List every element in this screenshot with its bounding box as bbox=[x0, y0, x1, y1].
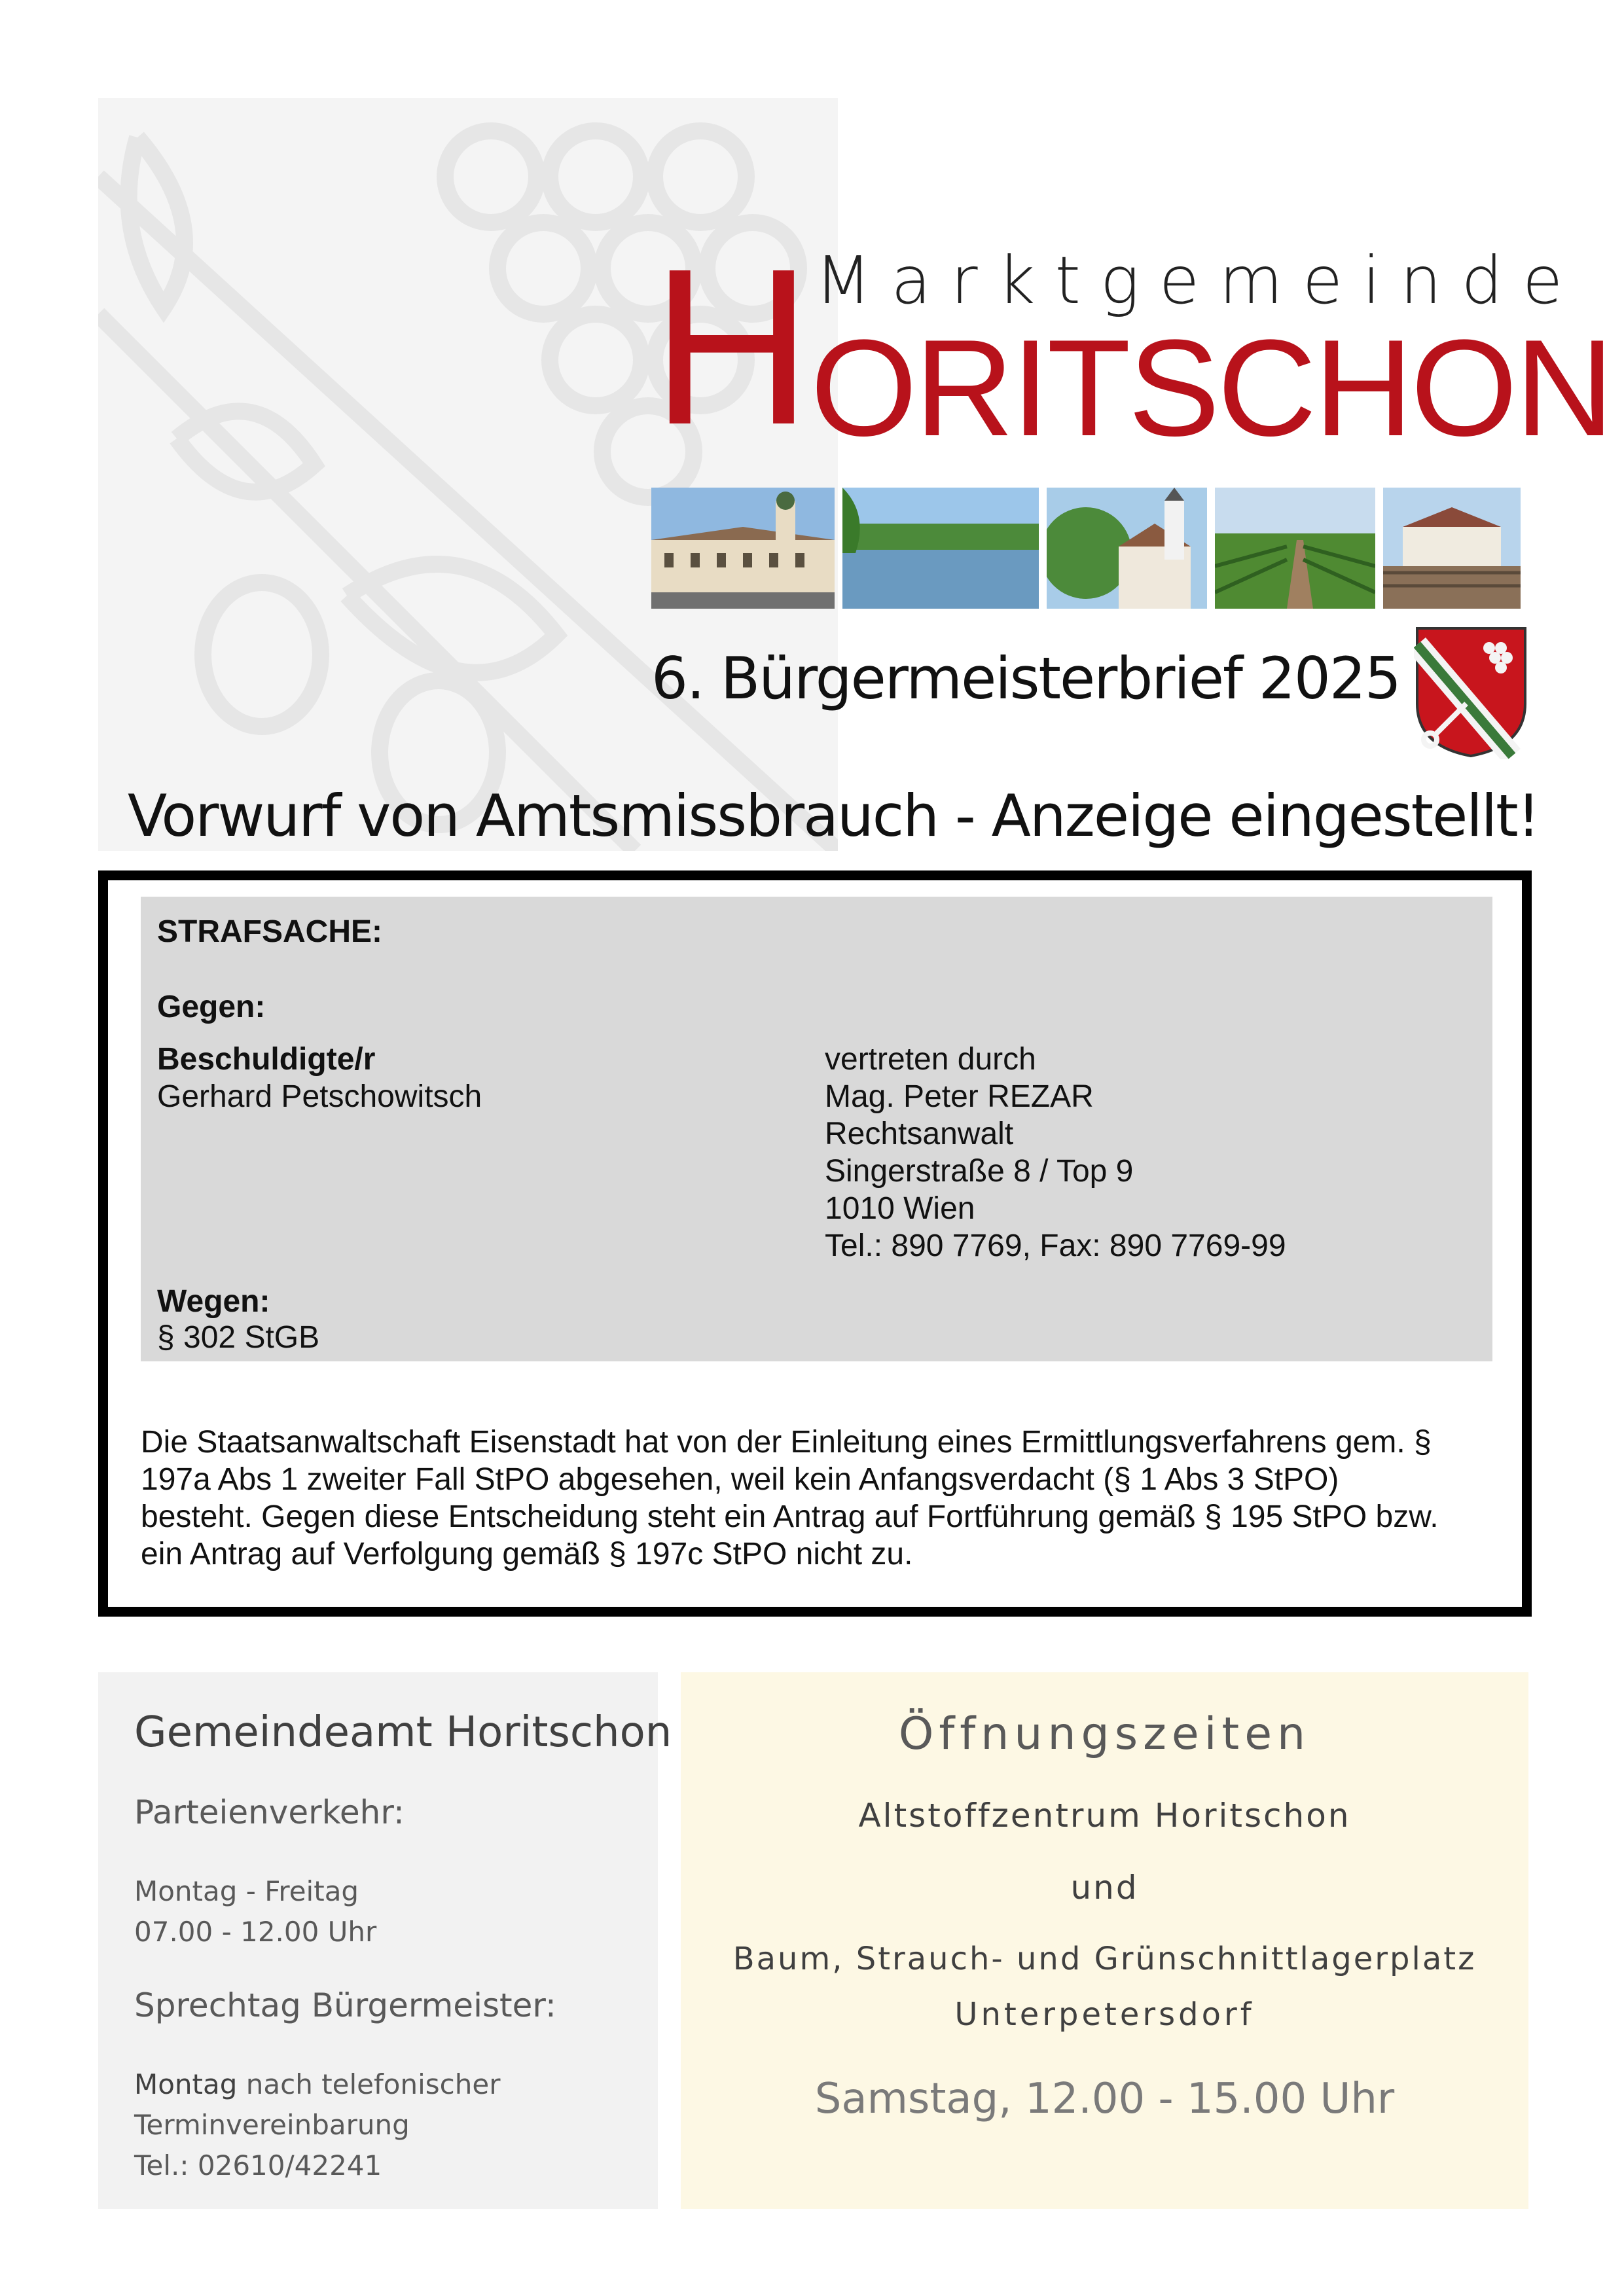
opening-time: Samstag, 12.00 - 15.00 Uhr bbox=[814, 2075, 1395, 2123]
place-2-line1: Baum, Strauch- und Grünschnittlagerplatz bbox=[732, 1941, 1477, 1977]
letter-title: 6. Bürgermeisterbrief 2025 bbox=[651, 645, 1400, 712]
office-panel bbox=[98, 1672, 672, 2209]
statute: § 302 StGB bbox=[157, 1320, 320, 1355]
accused-name: Gerhard Petschowitsch bbox=[157, 1079, 482, 1114]
because-label: Wegen: bbox=[157, 1284, 270, 1319]
decision-line: 197a Abs 1 zweiter Fall StPO abgesehen, weil kein Anfangsverdacht (§ 1 Abs 3 StPO) bbox=[141, 1462, 1339, 1497]
decision-line: ein Antrag auf Verfolgung gemäß § 197c StPO nicht zu. bbox=[141, 1537, 913, 1571]
document-excerpt bbox=[98, 870, 1532, 1617]
place-1: Altstoffzentrum Horitschon bbox=[858, 1797, 1351, 1835]
decision-line: besteht. Gegen diese Entscheidung steht ein Antrag auf Fortführung gemäß § 195 StPO bzw. bbox=[141, 1499, 1439, 1534]
case-header bbox=[141, 897, 1492, 1361]
headline: Vorwurf von Amtsmissbrauch - Anzeige eingestellt! bbox=[128, 782, 1539, 850]
mayor-label: Sprechtag Bürgermeister: bbox=[134, 1986, 556, 2024]
accused-label: Beschuldigte/r bbox=[157, 1042, 376, 1077]
case-label: STRAFSACHE: bbox=[157, 914, 382, 949]
photo-strip bbox=[651, 488, 1528, 609]
brand-small: Marktgemeinde bbox=[815, 242, 1583, 319]
coat-of-arms-icon bbox=[1414, 625, 1528, 759]
brand-initial: H bbox=[651, 223, 812, 471]
opening-title: Öffnungszeiten bbox=[898, 1708, 1311, 1760]
hours-label: Parteienverkehr: bbox=[134, 1793, 405, 1831]
photo-lake bbox=[842, 488, 1039, 609]
lawyer-name: Mag. Peter REZAR bbox=[825, 1079, 1094, 1114]
against-label: Gegen: bbox=[157, 990, 266, 1024]
mayor-day: Montag bbox=[134, 2068, 238, 2100]
photo-church bbox=[1047, 488, 1207, 609]
decision-text bbox=[141, 1424, 1502, 1573]
lawyer-street: Singerstraße 8 / Top 9 bbox=[825, 1154, 1134, 1189]
phone: Tel.: 02610/42241 bbox=[134, 2149, 382, 2181]
mayor-note: nach telefonischer bbox=[237, 2068, 501, 2100]
lawyer-phone: Tel.: 890 7769, Fax: 890 7769-99 bbox=[825, 1229, 1286, 1263]
hours-days: Montag - Freitag bbox=[134, 1875, 359, 1907]
lawyer-title: Rechtsanwalt bbox=[825, 1117, 1014, 1151]
photo-bridge bbox=[1383, 488, 1521, 609]
brand-name: ORITSCHON bbox=[810, 311, 1612, 465]
hours-time: 07.00 - 12.00 Uhr bbox=[134, 1916, 377, 1948]
opening-hours-panel bbox=[681, 1672, 1528, 2209]
photo-vineyard bbox=[1215, 488, 1375, 609]
office-title: Gemeindeamt Horitschon bbox=[134, 1708, 672, 1757]
lawyer-city: 1010 Wien bbox=[825, 1191, 975, 1226]
represented-by: vertreten durch bbox=[825, 1042, 1036, 1077]
place-2-line2: Unterpetersdorf bbox=[954, 1996, 1255, 2033]
watermark-crest bbox=[98, 98, 838, 851]
mayor-hours bbox=[134, 2068, 500, 2100]
conjunction: und bbox=[1070, 1869, 1139, 1907]
photo-castle bbox=[651, 488, 835, 609]
mayor-note-2: Terminvereinbarung bbox=[134, 2109, 410, 2141]
decision-line: Die Staatsanwaltschaft Eisenstadt hat von der Einleitung eines Ermittlungsverfahrens gem. § bbox=[141, 1425, 1432, 1460]
